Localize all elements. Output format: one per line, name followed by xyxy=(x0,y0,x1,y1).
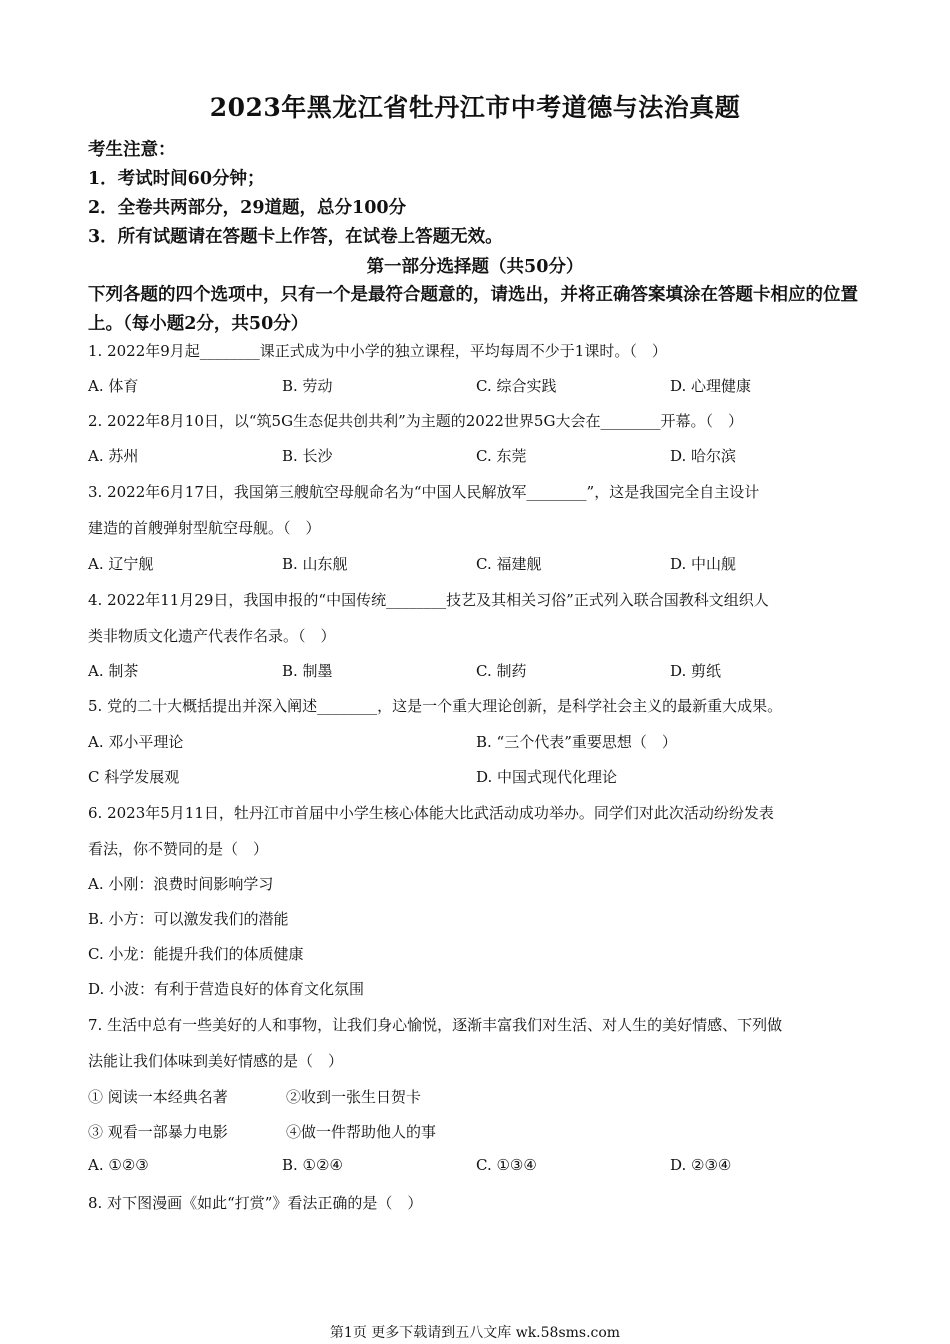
option-c: C 科学发展观 xyxy=(88,768,180,786)
option-a: A. 辽宁舰 xyxy=(88,555,154,573)
option-c: C. 综合实践 xyxy=(476,377,557,395)
option-b: B. “三个代表”重要思想（ ） xyxy=(476,733,677,751)
question-3: 3. 2022年6月17日，我国第三艘航空母舰命名为“中国人民解放军________”，这是我国完全自主设计 xyxy=(88,483,760,501)
notice-item: 3．所有试题请在答题卡上作答，在试卷上答题无效。 xyxy=(88,227,503,247)
statement-2: ②收到一张生日贺卡 xyxy=(286,1088,422,1106)
page-footer: 第1页 更多下载请到五八文库 wk.58sms.com xyxy=(329,1325,621,1341)
question-6-continued: 看法，你不赞同的是（ ） xyxy=(88,840,269,858)
option-a: A. 体育 xyxy=(88,377,139,395)
option-b: B. ①②④ xyxy=(282,1156,343,1174)
option-d: D. 中国式现代化理论 xyxy=(476,768,618,786)
option-b: B. 长沙 xyxy=(282,447,333,465)
option-a: A. 苏州 xyxy=(88,447,139,465)
option-d: D. 中山舰 xyxy=(670,555,737,573)
option-d: D. 小波：有利于营造良好的体育文化氛围 xyxy=(88,980,365,998)
question-4: 4. 2022年11月29日，我国申报的“中国传统________技艺及其相关习俗”正式列入联合国教科文组织人 xyxy=(88,591,769,609)
option-d: D. 剪纸 xyxy=(670,662,722,680)
question-5: 5. 党的二十大概括提出并深入阐述________，这是一个重大理论创新，是科学社会主义的最新重大成果。 xyxy=(88,697,783,715)
statement-4: ④做一件帮助他人的事 xyxy=(286,1123,437,1141)
section-title: 第一部分选择题（共50分） xyxy=(366,257,584,277)
question-2: 2. 2022年8月10日，以“筑5G生态促共创共利”为主题的2022世界5G大会在________开幕。（ ） xyxy=(88,412,743,430)
option-a: A. 邓小平理论 xyxy=(88,733,184,751)
option-b: B. 制墨 xyxy=(282,662,333,680)
question-4-continued: 类非物质文化遗产代表作名录。（ ） xyxy=(88,627,336,645)
option-c: C. ①③④ xyxy=(476,1156,537,1174)
question-1: 1. 2022年9月起________课正式成为中小学的独立课程，平均每周不少于1课时。（ ） xyxy=(88,342,667,360)
notice-item: 1．考试时间60分钟； xyxy=(88,169,265,189)
question-6: 6. 2023年5月11日，牡丹江市首届中小学生核心体能大比武活动成功举办。同学们对此次活动纷纷发表 xyxy=(88,804,774,822)
option-a: A. 小刚：浪费时间影响学习 xyxy=(88,875,274,893)
notice-item: 2．全卷共两部分，29道题，总分100分 xyxy=(88,198,407,218)
option-b: B. 小方：可以激发我们的潜能 xyxy=(88,910,289,928)
option-b: B. 劳动 xyxy=(282,377,333,395)
option-c: C. 制药 xyxy=(476,662,527,680)
option-b: B. 山东舰 xyxy=(282,555,348,573)
option-c: C. 福建舰 xyxy=(476,555,542,573)
option-a: A. ①②③ xyxy=(88,1156,149,1174)
option-c: C. 小龙：能提升我们的体质健康 xyxy=(88,945,304,963)
option-d: D. ②③④ xyxy=(670,1156,732,1174)
option-d: D. 哈尔滨 xyxy=(670,447,737,465)
statement-1: ① 阅读一本经典名著 xyxy=(88,1088,228,1106)
question-7: 7. 生活中总有一些美好的人和事物，让我们身心愉悦，逐渐丰富我们对生活、对人生的美好情感、下列做 xyxy=(88,1016,783,1034)
question-3-continued: 建造的首艘弹射型航空母舰。（ ） xyxy=(88,519,321,537)
option-c: C. 东莞 xyxy=(476,447,527,465)
option-a: A. 制茶 xyxy=(88,662,139,680)
option-d: D. 心理健康 xyxy=(670,377,752,395)
question-7-continued: 法能让我们体味到美好情感的是（ ） xyxy=(88,1052,344,1070)
notice-heading: 考生注意： xyxy=(88,140,176,160)
question-8: 8. 对下图漫画《如此“打赏”》看法正确的是（ ） xyxy=(88,1194,423,1212)
section-instruction: 下列各题的四个选项中，只有一个是最符合题意的，请选出，并将正确答案填涂在答题卡相应的位置上。（每小题2分，共50分） xyxy=(88,285,858,334)
page-title: 2023年黑龙江省牡丹江市中考道德与法治真题 xyxy=(209,93,741,122)
statement-3: ③ 观看一部暴力电影 xyxy=(88,1123,228,1141)
